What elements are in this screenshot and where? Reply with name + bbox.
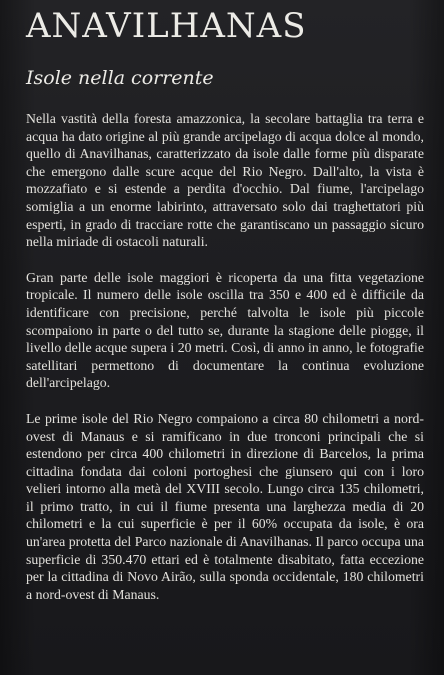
paragraph-intro: Nella vastità della foresta amazzonica, la secolare battaglia tra terra e acqua ha dato origine al più grande arcipelago di acqua dolce al mondo, quello di Anavilhanas, caratterizzato da isole dalle forme più disparate che emergono dalle scure acque del Rio Negro. Dall'alto, la vista è mozzafiato e si estende a perdita d'occhio. Dal fiume, l'arcipelago somiglia a un enorme labirinto, attraversato solo dai traghettatori più esperti, in grado di tracciare rotte che garantiscano un passaggio sicuro nella miriade di ostacoli naturali. bbox=[26, 111, 424, 250]
panel-subtitle: Isole nella corrente bbox=[26, 67, 214, 89]
paragraph-islands: Gran parte delle isole maggiori è ricoperta da una fitta vegetazione tropicale. Il numero delle isole oscilla tra 350 e 400 ed è difficile da identificare con precisione, perché talvolta le isole più piccole scompaiono in parte o del tutto se, durante la stagione delle piogge, il livello delle acque supera i 20 metri. Così, di anno in anno, le fotografie satellitari permettono di documentare la continua evoluzione dell'arcipelago. bbox=[26, 269, 424, 391]
paragraph-geography: Le prime isole del Rio Negro compaiono a circa 80 chilometri a nord-ovest di Manaus e si ramificano in due tronconi principali che si estendono per circa 400 chilometri in direzione di Barcelos, la prima cittadina fondata dai coloni portoghesi che giunsero qui con i loro velieri intorno alla metà del XVIII secolo. Lungo circa 135 chilometri, il primo tratto, in cui il fiume presenta una larghezza media di 20 chilometri e la cui superficie è per il 60% occupata da isole, è ora un'area protetta del Parco nazionale di Anavilhanas. Il parco occupa una superficie di 350.470 ettari ed è totalmente disabitato, fatta eccezione per la cittadina di Novo Airão, sulla sponda occidentale, 180 chilometri a nord-ovest di Manaus. bbox=[26, 410, 424, 602]
panel-title: ANAVILHANAS bbox=[26, 6, 307, 46]
